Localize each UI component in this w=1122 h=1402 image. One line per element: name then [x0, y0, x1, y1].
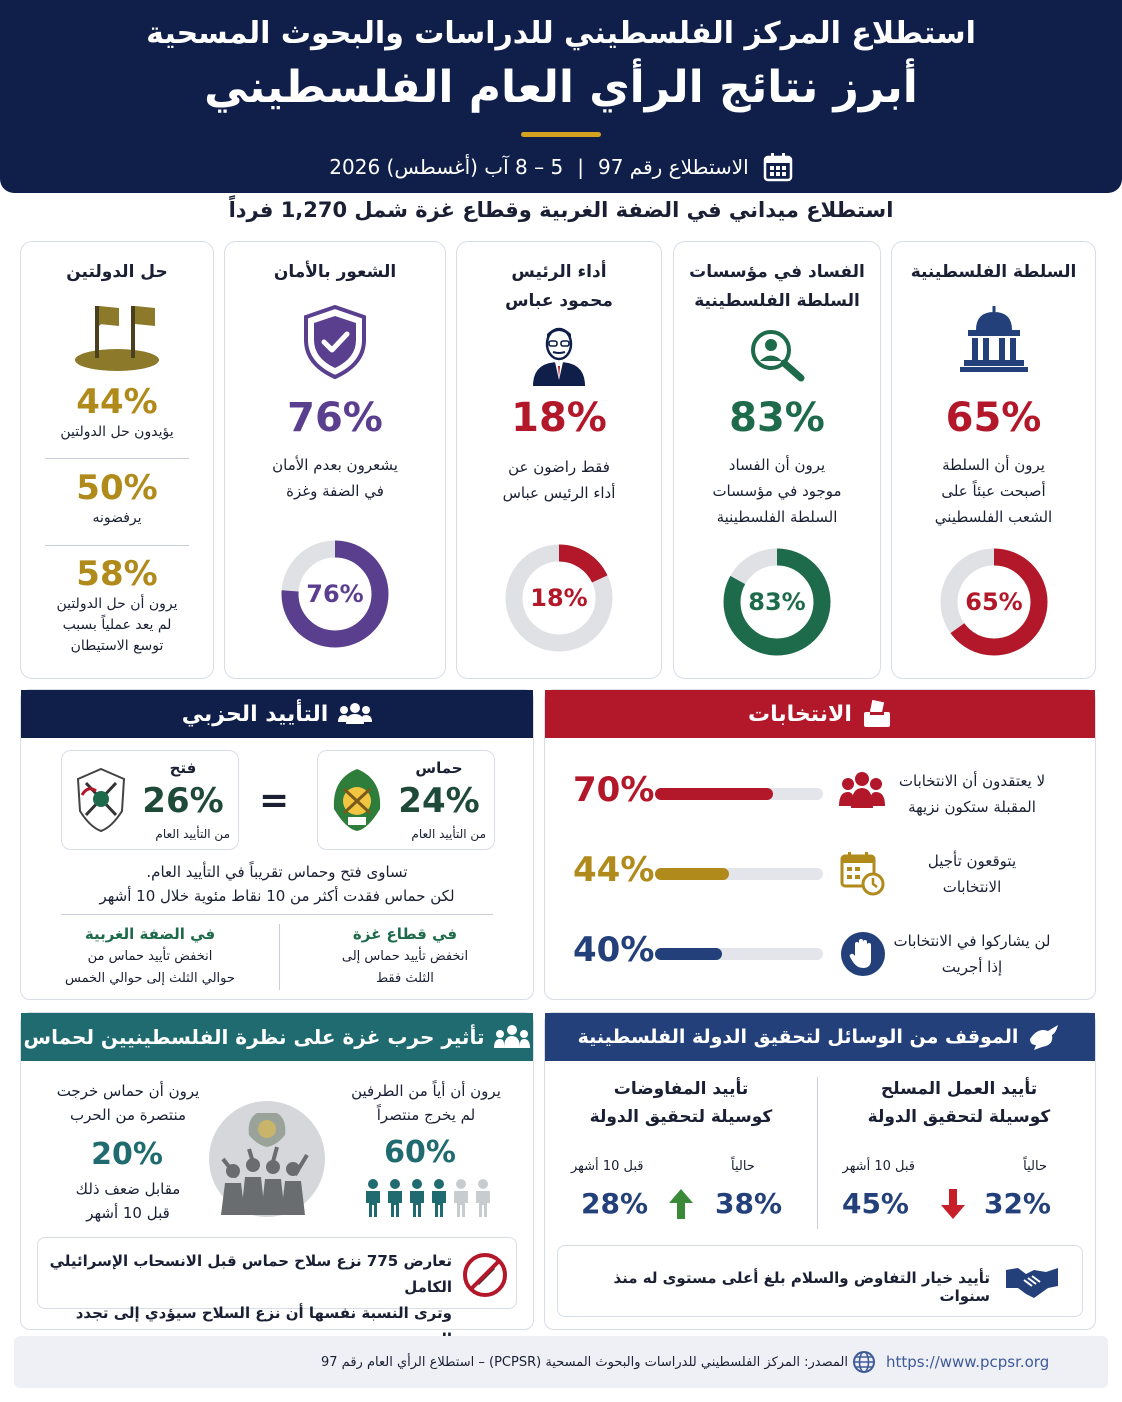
election-row-text-line1: لا يعتقدون أن الانتخابات: [898, 772, 1046, 790]
armed-before-label: قبل 10 أشهر: [842, 1159, 915, 1174]
corruption-pct: 83%: [729, 395, 825, 441]
arrow-up-icon: [669, 1189, 693, 1219]
person-figure-empty: [473, 1179, 493, 1221]
two-state-oppose-text: يرفضونه: [92, 510, 142, 526]
authority-desc-line2: أصبحت عبئاً على: [941, 482, 1046, 500]
fatah-box: [61, 750, 239, 850]
neither-won-pct: 60%: [384, 1135, 456, 1170]
election-row-text-line1: يتوقعون تأجيل: [927, 852, 1017, 870]
means-panel-header: [545, 1013, 1095, 1061]
election-row-bar-fill: [655, 948, 722, 960]
westbank-text-line1: انخفض تأييد حماس من: [87, 949, 213, 964]
neither-won-line2: لم يخرج منتصراً: [376, 1106, 476, 1124]
card-safety: [224, 241, 446, 679]
crowd-icon: [494, 1024, 530, 1050]
disarm-note-box: [37, 1237, 517, 1322]
card-authority: [891, 241, 1096, 679]
corruption-desc: [682, 452, 872, 530]
election-row-text-line2: الانتخابات: [942, 878, 1002, 896]
election-row-text: [877, 928, 1067, 980]
neither-won-line1: يرون أن أياً من الطرفين: [351, 1082, 501, 1100]
president-pct: 18%: [511, 395, 607, 441]
safety-desc: [233, 452, 437, 504]
means-divider: [817, 1077, 818, 1229]
gaza-block: [277, 922, 533, 990]
footer-source: المصدر: المركز الفلسطيني للدراسات والبحوث المسحية (PCPSR) – استطلاع الرأي العام رقم 97: [321, 1354, 848, 1370]
election-row-pct: 70%: [573, 770, 655, 810]
poll-dates: 5 – 8 آب (أغسطس) 2026: [329, 155, 564, 179]
election-row-pct: 44%: [573, 850, 655, 890]
president-desc-line1: فقط راضون عن: [508, 458, 610, 476]
hamas-won-text: [43, 1079, 213, 1127]
armed-title: [823, 1075, 1095, 1131]
hamas-won-line3: مقابل ضعف ذلك: [75, 1180, 181, 1198]
title-underline: [521, 132, 601, 137]
armed-title-line2: كوسيلة لتحقيق الدولة: [867, 1107, 1051, 1127]
election-row-pct: 40%: [573, 930, 655, 970]
page-title: أبرز نتائج الرأي العام الفلسطيني: [204, 62, 918, 113]
armed-title-line1: تأييد العمل المسلح: [880, 1079, 1038, 1099]
election-row-bar-fill: [655, 868, 729, 880]
safety-desc-line2: في الضفة وغزة: [286, 482, 384, 500]
armed-now-label: حالياً: [1023, 1159, 1047, 1174]
fatah-emblem-icon: [72, 765, 130, 835]
election-row: [545, 756, 1095, 836]
sample-description: استطلاع ميداني في الضفة الغربية وقطاع غزة شمل 1,270 فرداً: [228, 198, 894, 222]
panel-elections: [544, 689, 1096, 1000]
card-corruption-title: [680, 258, 874, 316]
card-authority-title: السلطة الفلسطينية: [910, 262, 1077, 282]
disarm-line1: تعارض 775 نزع سلاح حماس قبل الانسحاب الإسرائيلي الكامل: [49, 1252, 452, 1296]
card-two-state-title: حل الدولتين: [66, 262, 168, 282]
election-row-bar-fill: [655, 788, 773, 800]
two-state-divider-2: [45, 545, 189, 546]
safety-desc-line1: يشعرون بعدم الأمان: [272, 456, 398, 474]
corruption-title-line2: السلطة الفلسطينية: [694, 291, 860, 311]
fatah-pct: 26%: [142, 781, 224, 821]
gaza-title: في قطاع غزة: [352, 925, 458, 943]
two-state-impractical: [21, 554, 213, 657]
hamas-won-line4: قبل 10 أشهر: [86, 1204, 170, 1222]
fatah-sub: من التأييد العام: [155, 827, 230, 841]
party-panel-header: [21, 690, 533, 738]
hamas-won-pct: 20%: [91, 1137, 163, 1172]
gaza-war-panel-title: تأثير حرب غزة على نظرة الفلسطينيين لحماس: [23, 1025, 485, 1049]
president-desc: [465, 454, 653, 506]
two-flags-icon: [73, 300, 161, 372]
poll-number: الاستطلاع رقم 97: [597, 155, 749, 179]
party-panel-title: التأييد الحزبي: [181, 701, 329, 727]
panel-gaza-war: [20, 1012, 534, 1330]
gaza-text-line2: الثلث فقط: [376, 971, 434, 986]
two-state-oppose: [21, 468, 213, 529]
party-note-line1: تساوى فتح وحماس تقريباً في التأييد العام.: [146, 863, 408, 881]
election-row-text: [877, 848, 1067, 900]
hamas-won-line2: منتصرة من الحرب: [69, 1106, 187, 1124]
person-figure-filled: [407, 1179, 427, 1221]
disarm-line2: وترى النسبة نفسها أن نزع السلاح سيؤدي إلى تجدد: [75, 1304, 452, 1322]
panel-party-support: [20, 689, 534, 1000]
corruption-donut: [721, 546, 833, 658]
authority-donut-label: 65%: [964, 588, 1023, 616]
president-title-line1: أداء الرئيس: [511, 262, 607, 282]
person-figure-filled: [363, 1179, 383, 1221]
president-title-line2: محمود عباس: [505, 291, 613, 311]
corruption-desc-line2: موجود في مؤسسات: [712, 482, 842, 500]
two-state-oppose-pct: 50%: [76, 468, 158, 508]
hamas-fighters-image: [207, 1099, 327, 1219]
safety-donut-label: 76%: [306, 580, 364, 608]
poll-meta: [0, 152, 1122, 182]
westbank-block: [21, 922, 279, 990]
two-state-impractical-line1: يرون أن حل الدولتين: [56, 596, 178, 612]
header-banner: [0, 0, 1122, 193]
election-row-text: [877, 768, 1067, 820]
hamas-name: حماس: [415, 759, 463, 777]
negotiation-title: [545, 1075, 817, 1131]
nego-now-label: حالياً: [731, 1159, 755, 1174]
election-row: [545, 836, 1095, 916]
hamas-won-line1: يرون أن حماس خرجت: [56, 1082, 200, 1100]
authority-donut: [938, 546, 1050, 658]
meta-separator: |: [577, 155, 584, 179]
election-row-text-line1: لن يشاركوا في الانتخابات: [893, 932, 1051, 950]
corruption-donut-label: 83%: [748, 588, 806, 616]
president-portrait-icon: [529, 322, 589, 386]
peace-note-box: [557, 1245, 1083, 1317]
handshake-icon: [1004, 1264, 1060, 1300]
corruption-title-line1: الفساد في مؤسسات: [689, 262, 865, 282]
authority-pct: 65%: [945, 395, 1042, 441]
card-corruption: [673, 241, 881, 679]
means-panel-title: الموقف من الوسائل لتحقيق الدولة الفلسطينية: [577, 1026, 1019, 1048]
card-two-state: [20, 241, 214, 679]
two-state-impractical-pct: 58%: [76, 554, 158, 594]
hamas-pct: 24%: [398, 781, 480, 821]
people-figures-chart: [361, 1179, 493, 1219]
people-icon: [338, 702, 372, 726]
westbank-text-line2: حوالي الثلث إلى حوالي الخمس: [65, 971, 235, 986]
gaza-war-panel-header: [21, 1013, 533, 1061]
authority-desc: [900, 452, 1087, 530]
dove-icon: [1028, 1023, 1062, 1051]
hamas-box: [317, 750, 495, 850]
calendar-icon: [763, 152, 793, 182]
armed-now-pct: 32%: [983, 1187, 1051, 1220]
fatah-name: فتح: [169, 759, 197, 777]
hamas-sub: من التأييد العام: [411, 827, 486, 841]
nego-now-pct: 38%: [715, 1187, 783, 1220]
globe-icon: [852, 1350, 876, 1374]
authority-desc-line3: الشعب الفلسطيني: [934, 508, 1053, 526]
election-row-text-line2: إذا أجريت: [941, 958, 1003, 976]
westbank-title: في الضفة الغربية: [84, 925, 216, 943]
nego-before-label: قبل 10 أشهر: [571, 1159, 644, 1174]
gaza-text-line1: انخفض تأييد حماس إلى: [341, 949, 469, 964]
person-figure-empty: [451, 1179, 471, 1221]
president-donut: [503, 542, 615, 654]
corruption-desc-line1: يرون أن الفساد: [728, 456, 826, 474]
shield-check-icon: [302, 304, 368, 380]
president-donut-label: 18%: [530, 584, 588, 612]
safety-donut: [279, 538, 391, 650]
election-row-text-line2: المقبلة ستكون نزيهة: [908, 798, 1036, 816]
elections-panel-title: الانتخابات: [748, 701, 852, 727]
party-note-line2: لكن حماس فقدت أكثر من 10 نقاط مئوية خلال 10 أشهر: [99, 887, 455, 905]
panel-means: [544, 1012, 1096, 1330]
president-desc-line2: أداء الرئيس عباس: [502, 484, 616, 502]
card-safety-title: الشعور بالأمان: [273, 262, 397, 282]
nego-before-pct: 28%: [581, 1187, 649, 1220]
two-state-impractical-line2: لم يعد عملياً بسبب: [62, 617, 172, 633]
nego-title-line2: كوسيلة لتحقيق الدولة: [589, 1107, 773, 1127]
armed-before-pct: 45%: [841, 1187, 909, 1220]
two-state-support-text: يؤيدون حل الدولتين: [60, 424, 174, 440]
two-state-support-pct: 44%: [76, 382, 158, 422]
org-title: استطلاع المركز الفلسطيني للدراسات والبحوث المسحية: [146, 16, 976, 51]
hamas-emblem-icon: [326, 765, 388, 835]
nego-title-line1: تأييد المفاوضات: [613, 1079, 749, 1099]
card-president: [456, 241, 662, 679]
equals-sign: =: [259, 780, 290, 821]
footer-url-link[interactable]: https://www.pcpsr.org: [886, 1353, 1050, 1371]
corruption-desc-line3: السلطة الفلسطينية: [716, 508, 838, 526]
government-building-icon: [954, 302, 1034, 374]
two-state-divider-1: [45, 458, 189, 459]
election-row-bar: [655, 948, 823, 960]
neither-won-text: [341, 1079, 511, 1127]
two-state-impractical-line3: توسع الاستيطان: [70, 638, 164, 654]
person-figure-filled: [429, 1179, 449, 1221]
two-state-support: [21, 382, 213, 443]
party-divider: [61, 914, 493, 915]
person-figure-filled: [385, 1179, 405, 1221]
election-row-bar: [655, 788, 823, 800]
card-president-title: [463, 258, 655, 316]
hamas-won-comparison: [43, 1177, 213, 1225]
magnifier-person-icon: [747, 326, 807, 382]
safety-pct: 76%: [287, 395, 383, 441]
ballot-box-icon: [862, 700, 892, 728]
peace-note-text: تأييد خيار التفاوض والسلام بلغ أعلى مستوى له منذ سنوات: [613, 1269, 990, 1305]
election-row-bar: [655, 868, 823, 880]
election-row: [545, 916, 1095, 996]
no-weapons-icon: [462, 1252, 508, 1298]
elections-panel-header: [545, 690, 1095, 738]
authority-desc-line1: يرون أن السلطة: [942, 456, 1045, 474]
arrow-down-icon: [941, 1189, 965, 1219]
